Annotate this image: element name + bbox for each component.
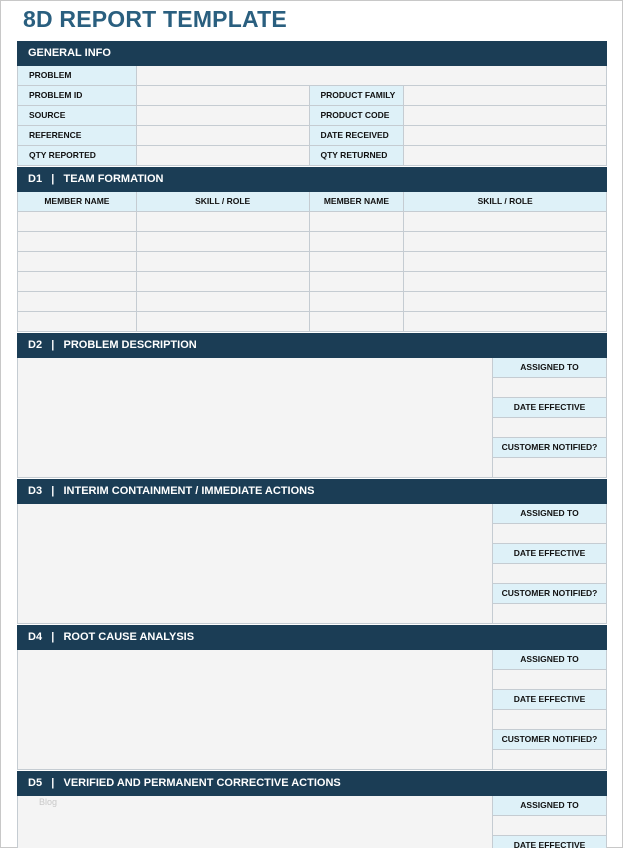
skill-role-cell[interactable] [137,232,310,252]
date-effective-field[interactable] [493,710,607,730]
skill-role-column-header: SKILL / ROLE [404,192,607,212]
member-name-cell[interactable] [18,252,137,272]
member-name-cell[interactable] [310,312,405,332]
qty-returned-label: QTY RETURNED [310,146,405,166]
assigned-to-label: ASSIGNED TO [493,504,607,524]
d3-body [17,504,607,624]
customer-notified-field[interactable] [493,458,607,478]
qty-reported-field[interactable] [137,146,310,166]
d4-body [17,650,607,770]
general-info-grid [17,66,607,166]
assigned-to-label: ASSIGNED TO [493,358,607,378]
date-effective-field[interactable] [493,564,607,584]
team-table [17,192,607,332]
customer-notified-label: CUSTOMER NOTIFIED? [493,584,607,604]
source-field[interactable] [137,106,310,126]
general-info-row-problem [18,66,607,86]
problem-id-label: PROBLEM ID [18,86,137,106]
member-name-column-header: MEMBER NAME [310,192,405,212]
team-table-row [18,252,607,272]
member-name-column-header: MEMBER NAME [18,192,137,212]
assigned-to-field[interactable] [493,378,607,398]
skill-role-cell[interactable] [137,272,310,292]
qty-reported-label: QTY REPORTED [18,146,137,166]
customer-notified-field[interactable] [493,750,607,770]
general-info-row-problem-id [18,86,607,106]
member-name-cell[interactable] [18,212,137,232]
member-name-cell[interactable] [310,252,405,272]
product-code-label: PRODUCT CODE [310,106,405,126]
problem-field[interactable] [137,66,607,86]
problem-label: PROBLEM [18,66,137,86]
member-name-cell[interactable] [18,292,137,312]
assigned-to-label: ASSIGNED TO [493,650,607,670]
assigned-to-field[interactable] [493,524,607,544]
assigned-to-field[interactable] [493,816,607,836]
general-info-row-reference [18,126,607,146]
reference-label: REFERENCE [18,126,137,146]
reference-field[interactable] [137,126,310,146]
member-name-cell[interactable] [18,232,137,252]
team-table-row [18,292,607,312]
product-family-label: PRODUCT FAMILY [310,86,405,106]
assigned-to-field[interactable] [493,670,607,690]
d5-body [17,796,607,848]
d5-section [17,771,607,848]
skill-role-column-header: SKILL / ROLE [137,192,310,212]
team-table-row [18,212,607,232]
skill-role-cell[interactable] [137,252,310,272]
product-code-field[interactable] [404,106,607,126]
d4-section [17,625,607,770]
customer-notified-label: CUSTOMER NOTIFIED? [493,730,607,750]
customer-notified-label: CUSTOMER NOTIFIED? [493,438,607,458]
date-effective-label: DATE EFFECTIVE [493,690,607,710]
date-effective-label: DATE EFFECTIVE [493,544,607,564]
corrective-actions-field[interactable] [17,796,493,848]
member-name-cell[interactable] [310,292,405,312]
member-name-cell[interactable] [18,272,137,292]
general-info-section [17,41,607,166]
source-label: SOURCE [18,106,137,126]
product-family-field[interactable] [404,86,607,106]
date-effective-label: DATE EFFECTIVE [493,836,607,848]
d2-section [17,333,607,478]
assigned-to-label: ASSIGNED TO [493,796,607,816]
skill-role-cell[interactable] [404,292,607,312]
problem-id-field[interactable] [137,86,310,106]
d2-side-panel [493,358,607,478]
skill-role-cell[interactable] [404,312,607,332]
d3-section [17,479,607,624]
team-table-row [18,312,607,332]
d4-side-panel [493,650,607,770]
skill-role-cell[interactable] [137,212,310,232]
date-received-field[interactable] [404,126,607,146]
d1-section [17,167,607,332]
d3-side-panel [493,504,607,624]
general-info-row-qty [18,146,607,166]
general-info-header: GENERAL INFO [17,41,607,66]
skill-role-cell[interactable] [137,312,310,332]
skill-role-cell[interactable] [404,272,607,292]
customer-notified-field[interactable] [493,604,607,624]
date-effective-field[interactable] [493,418,607,438]
d3-header: D3 | INTERIM CONTAINMENT / IMMEDIATE ACTIONS [17,479,607,504]
d1-header: D1 | TEAM FORMATION [17,167,607,192]
member-name-cell[interactable] [310,272,405,292]
watermark: Blog [39,797,58,807]
general-info-row-source [18,106,607,126]
d5-side-panel [493,796,607,848]
member-name-cell[interactable] [18,312,137,332]
skill-role-cell[interactable] [137,292,310,312]
date-received-label: DATE RECEIVED [310,126,405,146]
member-name-cell[interactable] [310,212,405,232]
page-title: 8D REPORT TEMPLATE [23,6,287,32]
d2-body [17,358,607,478]
skill-role-cell[interactable] [404,252,607,272]
interim-containment-field[interactable] [17,504,493,624]
root-cause-field[interactable] [17,650,493,770]
qty-returned-field[interactable] [404,146,607,166]
member-name-cell[interactable] [310,232,405,252]
problem-description-field[interactable] [17,358,493,478]
team-table-header-row [18,192,607,212]
d2-header: D2 | PROBLEM DESCRIPTION [17,333,607,358]
d4-header: D4 | ROOT CAUSE ANALYSIS [17,625,607,650]
date-effective-label: DATE EFFECTIVE [493,398,607,418]
d5-header: D5 | VERIFIED AND PERMANENT CORRECTIVE ACTIONS [17,771,607,796]
team-table-row [18,232,607,252]
skill-role-cell[interactable] [404,212,607,232]
team-table-row [18,272,607,292]
skill-role-cell[interactable] [404,232,607,252]
